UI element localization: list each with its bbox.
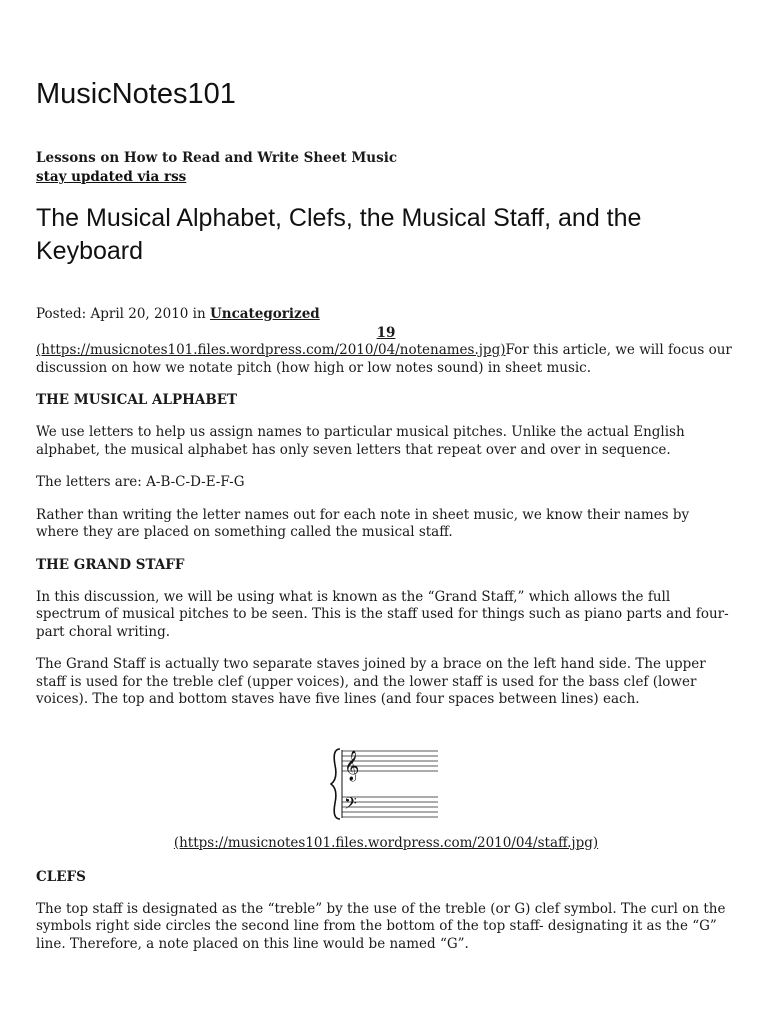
site-tagline bbox=[36, 149, 397, 187]
category-link[interactable]: Uncategorized bbox=[209, 306, 320, 322]
intro-paragraph bbox=[36, 342, 736, 377]
paragraph-grand-1: In this discussion, we will be using what is known as the “Grand Staff,” which allows the full spectrum of musical pitches to be seen. This is the staff used for things such as piano parts and four-part choral writing. bbox=[36, 588, 729, 640]
post-content bbox=[36, 304, 736, 968]
rss-link[interactable]: stay updated via rss bbox=[36, 169, 187, 185]
heading-grand-staff: THE GRAND STAFF bbox=[36, 556, 185, 573]
paragraph-alphabet-3: Rather than writing the letter names out for each note in sheet music, we know their names by where they are placed on something called the musical staff. bbox=[36, 506, 690, 540]
site-title[interactable]: MusicNotes101 bbox=[36, 78, 236, 110]
paragraph-alphabet-2: The letters are: A-B-C-D-E-F-G bbox=[36, 474, 245, 490]
tagline-text: Lessons on How to Read and Write Sheet Music bbox=[36, 150, 398, 166]
image-number-link[interactable]: 19 bbox=[376, 325, 396, 341]
bass-clef-icon: 𝄢 bbox=[344, 792, 357, 817]
treble-clef-icon: 𝄞 bbox=[344, 750, 360, 781]
staff-image-link[interactable]: (https://musicnotes101.files.wordpress.com/2010/04/staff.jpg) bbox=[173, 834, 599, 851]
grand-staff-image[interactable] bbox=[330, 745, 442, 823]
brace-shape bbox=[331, 749, 340, 819]
paragraph-alphabet-1: We use letters to help us assign names to particular musical pitches. Unlike the actual English alphabet, the musical alphabet has only seven letters that repeat over and over in sequence. bbox=[36, 424, 685, 458]
post-date: Posted: April 20, 2010 in bbox=[36, 306, 210, 322]
post-title[interactable]: The Musical Alphabet, Clefs, the Musical Staff, and the Keyboard bbox=[36, 204, 642, 265]
post-meta bbox=[36, 304, 736, 324]
paragraph-clefs-1: The top staff is designated as the “treble” by the use of the treble (or G) clef symbol. The curl on the symbols right side circles the second line from the bottom of the top staff- designating it as the “G” line. Therefore, a note placed on this line would be named “G”. bbox=[36, 900, 726, 952]
intro-text: For this article, we will focus our discussion on how we notate pitch (how high or low notes sound) in sheet music. bbox=[36, 342, 732, 376]
heading-musical-alphabet: THE MUSICAL ALPHABET bbox=[36, 392, 238, 408]
notenames-image-link[interactable]: (https://musicnotes101.files.wordpress.com/2010/04/notenames.jpg) bbox=[36, 342, 506, 358]
paragraph-grand-2: The Grand Staff is actually two separate staves joined by a brace on the left hand side. The upper staff is used for the treble clef (upper voices), and the lower staff is used for the bass clef (lower voices). The top and bottom staves have five lines (and four spaces between lines) each. bbox=[36, 656, 706, 707]
staff-figure bbox=[36, 745, 736, 851]
heading-clefs: CLEFS bbox=[36, 868, 86, 885]
